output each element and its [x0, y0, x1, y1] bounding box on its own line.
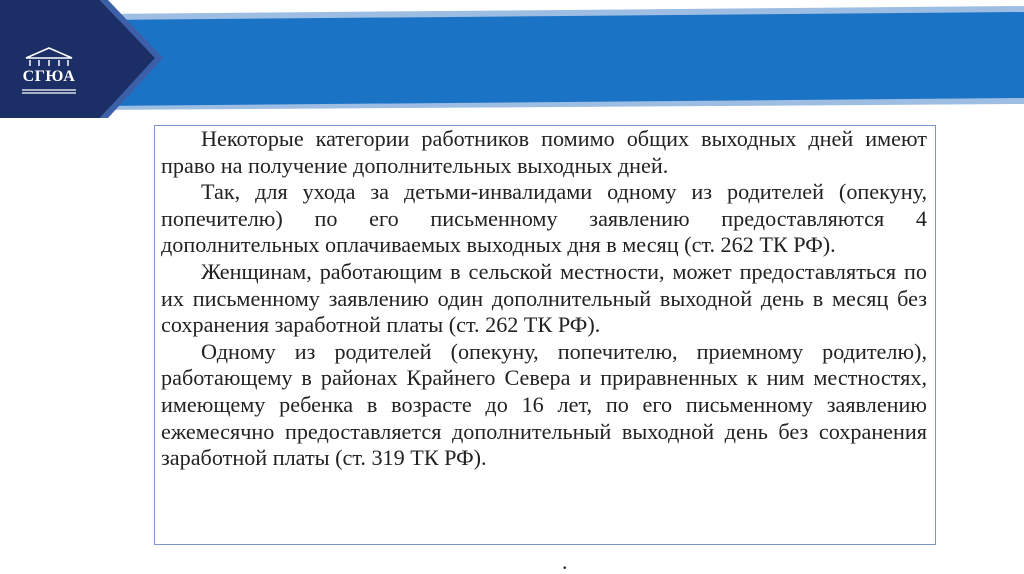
header-band — [0, 0, 1024, 120]
content-box — [154, 125, 936, 545]
logo-underline — [14, 88, 84, 94]
logo-text: СГЮА — [22, 68, 76, 85]
paragraph-additional-days: Некоторые категории работников помимо общих выходных дней имеют право на получение дополнительных выходных дней. — [161, 126, 927, 178]
paragraph-rural-women: Женщинам, работающим в сельской местности, может предоставляться по их письменному заявлению один дополнительный выходной день в месяц без сохранения заработной платы (ст. 262 ТК РФ). — [161, 258, 927, 338]
paragraph-disabled-children: Так, для ухода за детьми-инвалидами одному из родителей (опекуну, попечителю) по его письменному заявлению предоставляются 4 дополнительных оплачиваемых выходных дня в месяц (ст. 262 ТК РФ). — [161, 179, 927, 258]
paragraph-far-north: Одному из родителей (опекуну, попечителю, приемному родителю), работающему в районах Крайнего Севера и приравненных к ним местностях, имеющему ребенка в возрасте до 16 лет, по его письменному заявлению ежемесячно предоставляется дополнительный выходной день без сохранения заработной платы (ст. 319 ТК РФ). — [161, 338, 927, 471]
footer-mark: . — [562, 549, 568, 574]
building-emblem-icon — [14, 46, 84, 68]
header-blue-band — [100, 12, 1024, 106]
university-logo — [14, 46, 84, 96]
